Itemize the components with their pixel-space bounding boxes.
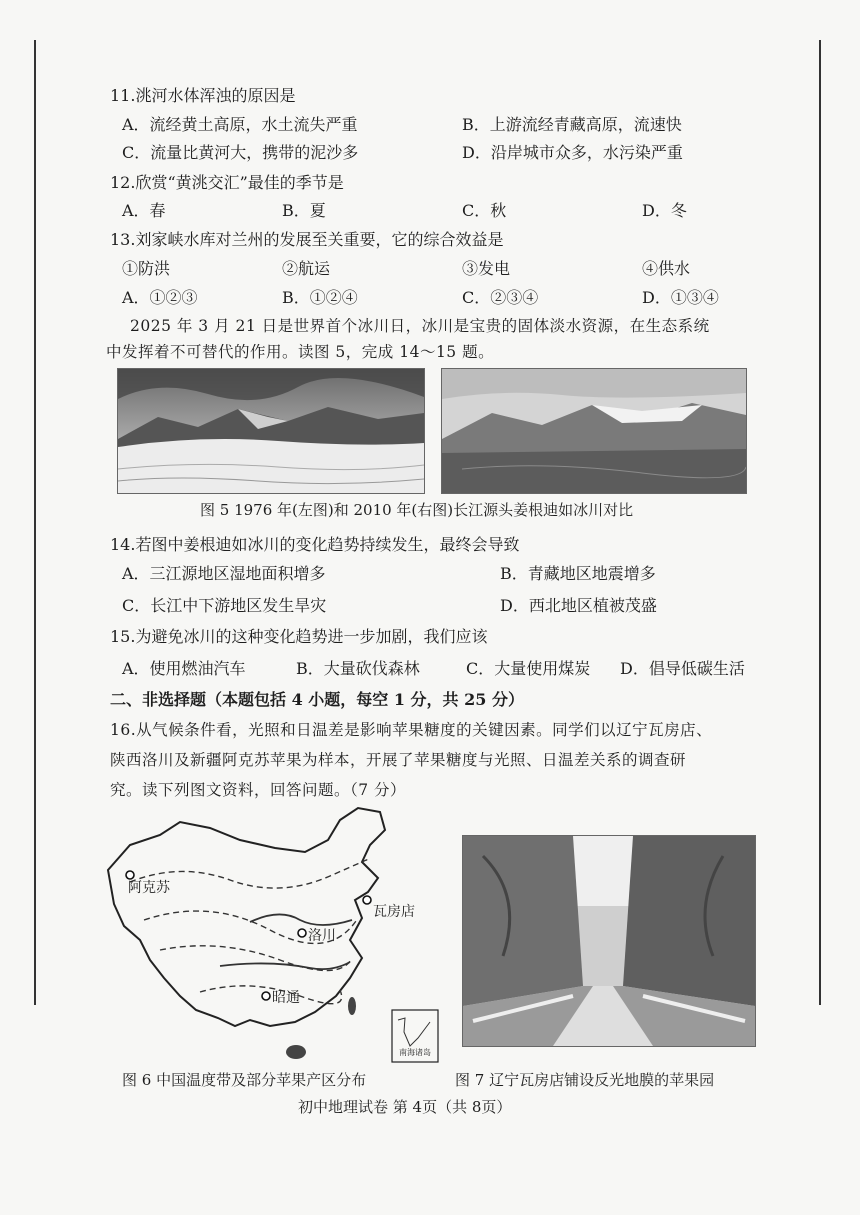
q13-option-c: C．②③④ <box>462 288 539 307</box>
q12-option-c: C．秋 <box>462 201 507 220</box>
page-right-border <box>819 40 821 1005</box>
q15-option-c: C．大量使用煤炭 <box>466 659 591 678</box>
glacier-intro-line-2: 中发挥着不可替代的作用。读图 5，完成 14～15 题。 <box>106 343 495 361</box>
q15-option-a: A．使用燃油汽车 <box>122 659 246 678</box>
fig5-caption: 图 5 1976 年(左图)和 2010 年(右图)长江源头姜根迪如冰川对比 <box>200 501 634 519</box>
q13-option-a: A．①②③ <box>122 288 198 307</box>
q11-stem: 11.洮河水体浑浊的原因是 <box>110 86 296 105</box>
q11-option-a: A．流经黄土高原，水土流失严重 <box>122 115 358 134</box>
q14-option-c: C．长江中下游地区发生旱灾 <box>122 596 327 615</box>
q12-option-d: D．冬 <box>642 201 687 220</box>
map-inset-label: 南海诸岛 <box>399 1048 431 1057</box>
q14-option-b: B．青藏地区地震增多 <box>500 564 656 583</box>
q13-stem: 13.刘家峡水库对兰州的发展至关重要，它的综合效益是 <box>110 230 504 249</box>
q13-option-b: B．①②④ <box>282 288 358 307</box>
map-label-zhaotong: 昭通 <box>272 990 300 1006</box>
q16-line-3: 究。读下列图文资料，回答问题。（7 分） <box>110 781 407 799</box>
glacier-photo-2010 <box>441 368 747 494</box>
q11-option-b: B．上游流经青藏高原，流速快 <box>462 115 682 134</box>
map-label-luochuan: 洛川 <box>308 928 336 944</box>
q12-option-b: B．夏 <box>282 201 326 220</box>
q13-item-3: ③发电 <box>462 259 511 278</box>
q12-stem: 12.欣赏“黄洮交汇”最佳的季节是 <box>110 173 344 192</box>
q11-option-c: C．流量比黄河大，携带的泥沙多 <box>122 143 359 162</box>
map-label-akesu: 阿克苏 <box>128 880 170 896</box>
q13-option-d: D．①③④ <box>642 288 719 307</box>
section-2-heading: 二、非选择题（本题包括 4 小题，每空 1 分，共 25 分） <box>110 690 524 709</box>
glacier-intro-line-1: 2025 年 3 月 21 日是世界首个冰川日，冰川是宝贵的固体淡水资源，在生态系统 <box>130 317 710 335</box>
q11-option-d: D．沿岸城市众多，水污染严重 <box>462 143 683 162</box>
q13-item-1: ①防洪 <box>122 259 171 278</box>
page-footer: 初中地理试卷 第 4页（共 8页） <box>298 1098 512 1116</box>
q13-item-2: ②航运 <box>282 259 331 278</box>
fig6-caption: 图 6 中国温度带及部分苹果产区分布 <box>122 1071 367 1089</box>
q15-option-b: B．大量砍伐森林 <box>296 659 420 678</box>
q15-option-d: D．倡导低碳生活 <box>620 659 745 678</box>
q16-line-1: 16.从气候条件看，光照和日温差是影响苹果糖度的关键因素。同学们以辽宁瓦房店、 <box>110 721 713 739</box>
q14-option-d: D．西北地区植被茂盛 <box>500 596 657 615</box>
fig7-caption: 图 7 辽宁瓦房店铺设反光地膜的苹果园 <box>455 1071 715 1089</box>
q16-line-2: 陕西洛川及新疆阿克苏苹果为样本，开展了苹果糖度与光照、日温差关系的调查研 <box>110 751 687 769</box>
q12-option-a: A．春 <box>122 201 166 220</box>
q13-item-4: ④供水 <box>642 259 691 278</box>
map-label-wafangdian: 瓦房店 <box>373 904 415 920</box>
glacier-photo-1976 <box>117 368 425 494</box>
q15-stem: 15.为避免冰川的这种变化趋势进一步加剧，我们应该 <box>110 627 488 646</box>
page-left-border <box>34 40 36 1005</box>
q14-option-a: A．三江源地区湿地面积增多 <box>122 564 326 583</box>
china-map <box>100 800 445 1065</box>
apple-orchard-photo <box>462 835 756 1047</box>
q14-stem: 14.若图中姜根迪如冰川的变化趋势持续发生，最终会导致 <box>110 535 520 554</box>
